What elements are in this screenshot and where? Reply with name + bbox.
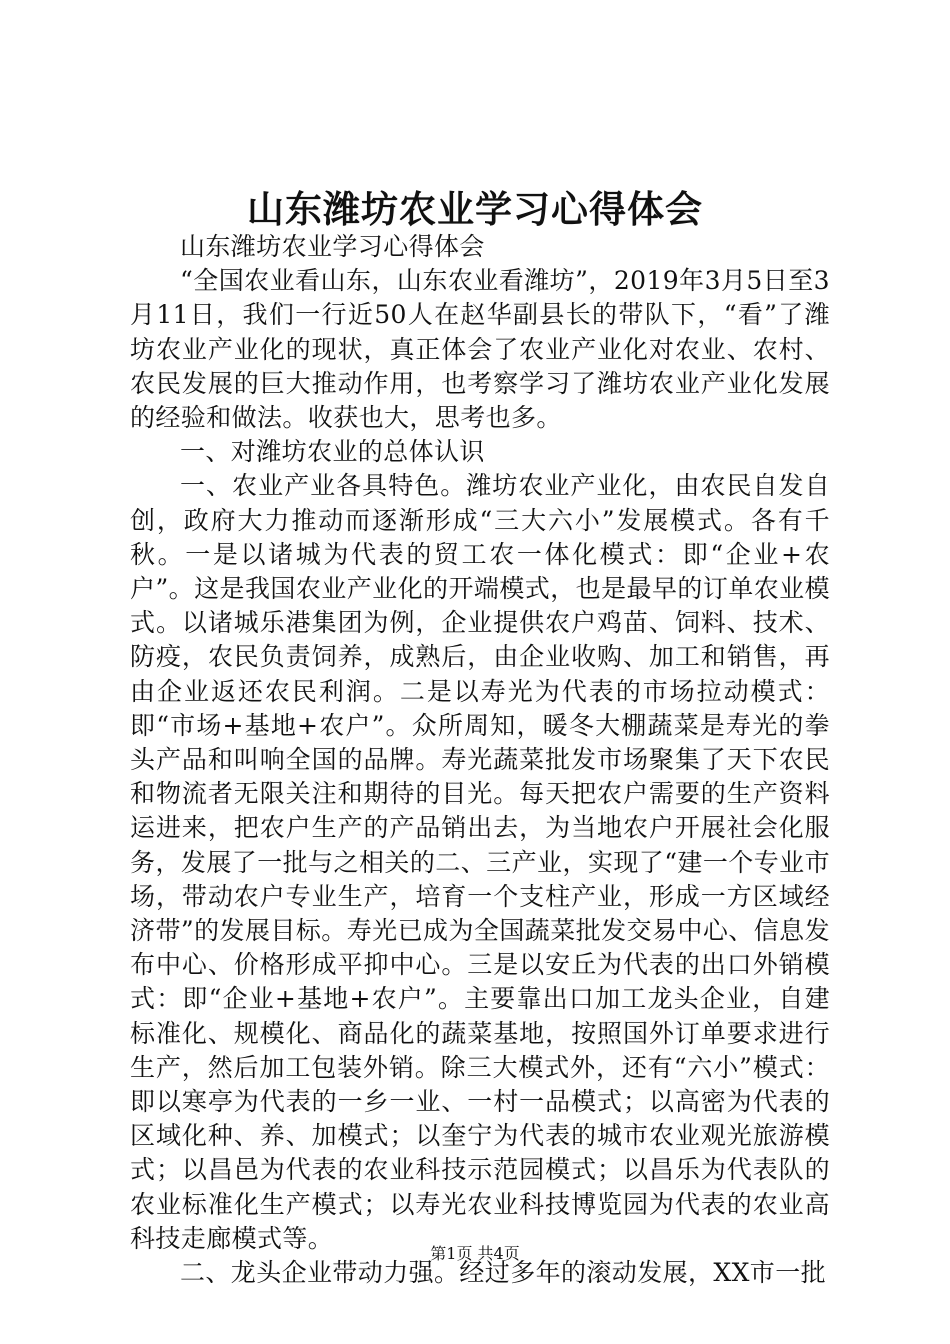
intro-paragraph: “全国农业看山东，山东农业看潍坊”，2019年3月5日至3月11日，我们一行近50人在赵华副县长的带队下，“看”了潍坊农业产业化的现状，真正体会了农业产业化对农业、农村、农民发展的巨大推动作用，也考察学习了潍坊农业产业化发展的经验和做法。收获也大，思考也多。 — [130, 266, 830, 433]
subtitle-paragraph: 山东潍坊农业学习心得体会 — [180, 232, 485, 261]
document-title: 山东潍坊农业学习心得体会 — [247, 187, 703, 231]
page-footer: 第1页 共4页 — [430, 1244, 520, 1263]
document-body — [130, 230, 830, 1290]
body-paragraph: 一、农业产业各具特色。潍坊农业产业化，由农民自发自创，政府大力推动而逐渐形成“三大六小”发展模式。各有千秋。一是以诸城为代表的贸工农一体化模式：即“企业+农户”。这是我国农业产业化的开端模式，也是最早的订单农业模式。以诸城乐港集团为例，企业提供农户鸡苗、饲料、技术、防疫，农民负责饲养，成熟后，由企业收购、加工和销售，再由企业返还农民利润。二是以寿光为代表的市场拉动模式：即“市场+基地+农户”。众所周知，暖冬大棚蔬菜是寿光的拳头产品和叫响全国的品牌。寿光蔬菜批发市场聚集了天下农民和物流者无限关注和期待的目光。每天把农户需要的生产资料运进来，把农户生产的产品销出去，为当地农户开展社会化服务，发展了一批与之相关的二、三产业，实现了“建一个专业市场，带动农户专业生产，培育一个支柱产业，形成一方区域经济带”的发展目标。寿光已成为全国蔬菜批发交易中心、信息发布中心、价格形成平抑中心。三是以安丘为代表的出口外销模式：即“企业+基地+农户”。主要靠出口加工龙头企业，自建标准化、规模化、商品化的蔬菜基地，按照国外订单要求进行生产，然后加工包装外销。除三大模式外，还有“六小”模式：即以寒亭为代表的一乡一业、一村一品模式；以高密为代表的区域化种、养、加模式；以奎宁为代表的城市农业观光旅游模式；以昌邑为代表的农业科技示范园模式；以昌乐为代表队的农业标准化生产模式；以寿光农业科技博览园为代表的农业高科技走廊模式等。 — [130, 471, 830, 1253]
section-heading: 一、对潍坊农业的总体认识 — [180, 437, 485, 467]
body-paragraph: 二、龙头企业带动力强。经过多年的滚动发展，XX市一批 — [180, 1258, 826, 1288]
